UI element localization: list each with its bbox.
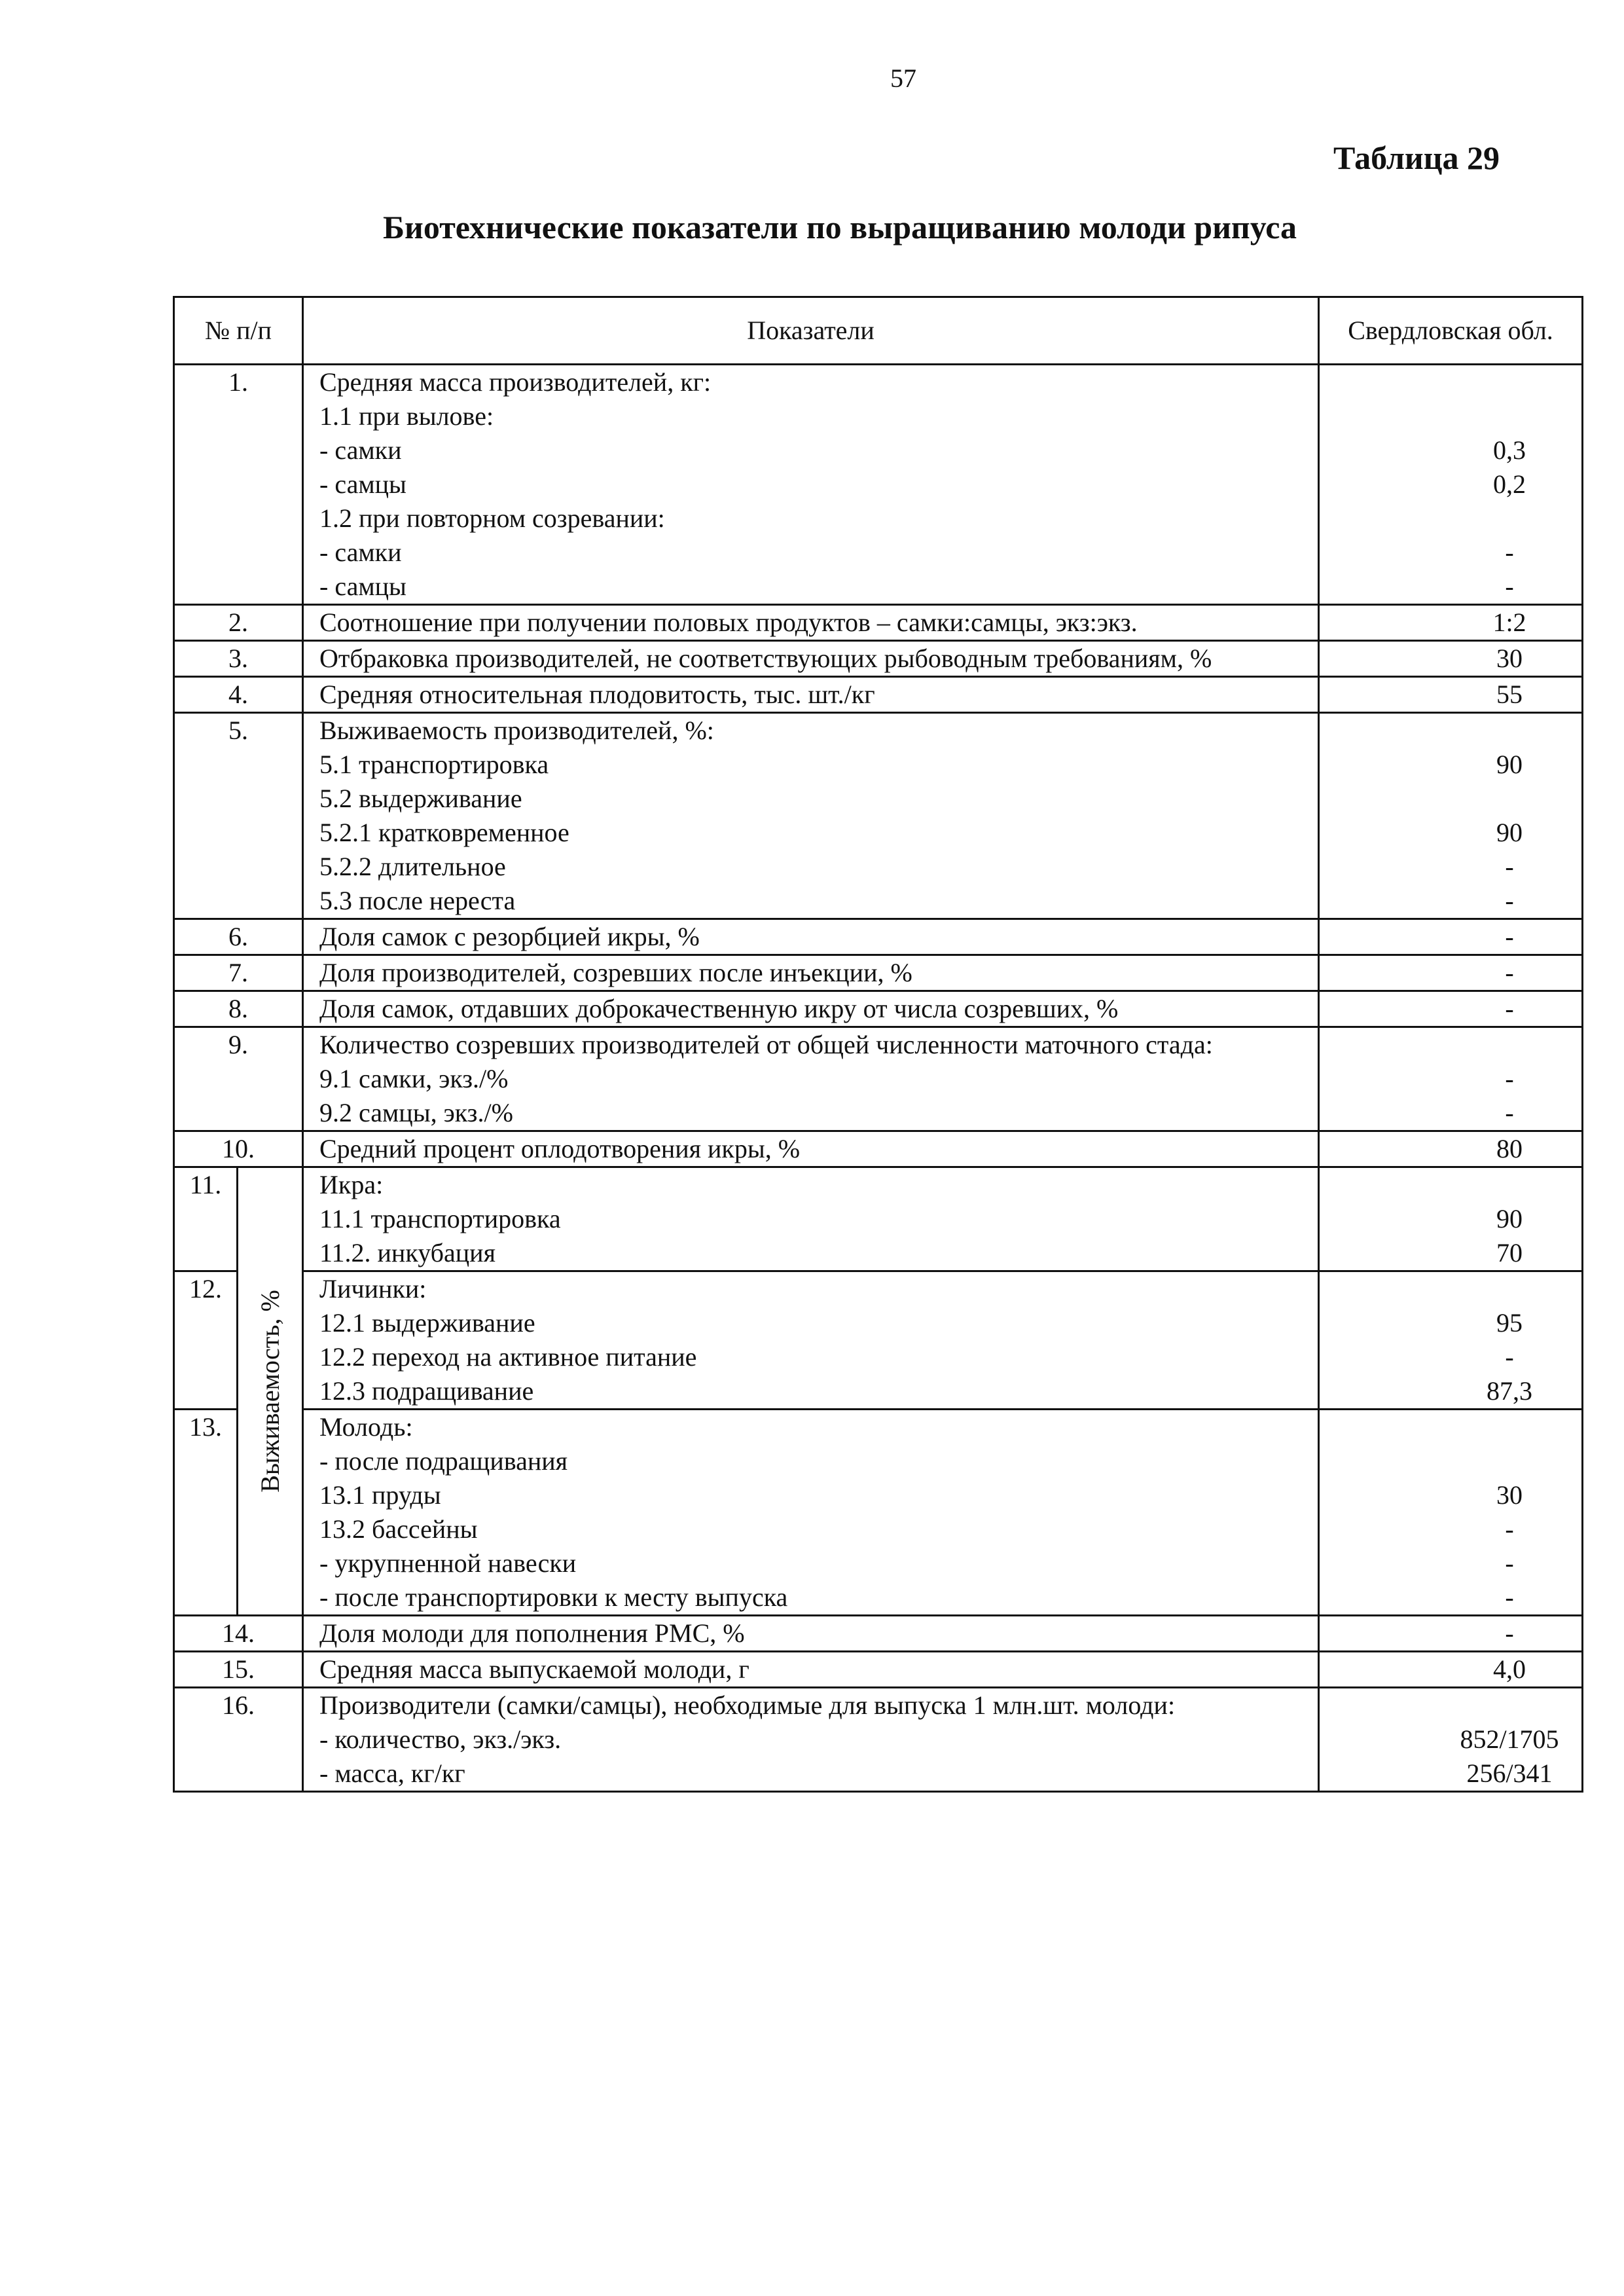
indicator-line: - количество, экз./экз. — [319, 1724, 562, 1754]
row-number: 11. — [174, 1167, 238, 1271]
survival-group-label: Выживаемость, % — [255, 1290, 285, 1493]
value-cell — [1319, 1616, 1583, 1652]
indicator-line: - самцы — [319, 469, 406, 499]
value-cell — [1319, 955, 1583, 991]
indicator-value: 90 — [1496, 750, 1523, 779]
indicator-line: 5.1 транспортировка — [319, 750, 549, 779]
table-row — [174, 1616, 1583, 1652]
indicator-line: Средний процент оплодотворения икры, % — [319, 1134, 801, 1163]
indicator-value — [1437, 1272, 1581, 1306]
table-row — [174, 955, 1583, 991]
indicator-line: Доля самок, отдавших доброкачественную икру от числа созревших, % — [319, 994, 1119, 1023]
row-number: 12. — [174, 1271, 238, 1410]
indicator-line: 9.1 самки, экз./% — [319, 1064, 509, 1093]
indicator-cell — [303, 605, 1319, 641]
indicator-line: 11.1 транспортировка — [319, 1204, 561, 1233]
indicator-cell — [303, 1652, 1319, 1688]
indicator-value: - — [1505, 1548, 1514, 1578]
header-indicator: Показатели — [303, 297, 1319, 365]
row-number: 9. — [174, 1027, 303, 1131]
indicator-line: 13.2 бассейны — [319, 1514, 478, 1544]
indicator-cell — [303, 365, 1319, 605]
indicator-value — [1437, 782, 1581, 816]
table-row — [174, 1410, 1583, 1616]
indicator-value: 256/341 — [1466, 1758, 1553, 1788]
indicator-value — [1437, 1410, 1581, 1444]
indicator-value: 70 — [1496, 1238, 1523, 1267]
value-cell — [1319, 605, 1583, 641]
indicator-line: Отбраковка производителей, не соответствующих рыбоводным требованиям, % — [319, 644, 1212, 673]
value-cell — [1319, 1131, 1583, 1167]
indicator-value: - — [1505, 1514, 1514, 1544]
table-row — [174, 919, 1583, 955]
indicator-line: Личинки: — [319, 1274, 427, 1303]
survival-group-label-cell — [238, 1167, 303, 1616]
indicator-value — [1437, 714, 1581, 748]
indicator-line: - самки — [319, 538, 402, 567]
indicator-value: 30 — [1496, 1480, 1523, 1510]
row-number: 8. — [174, 991, 303, 1027]
value-cell — [1319, 1271, 1583, 1410]
indicator-value: 95 — [1496, 1308, 1523, 1338]
value-cell — [1319, 1027, 1583, 1131]
indicator-value: 0,2 — [1493, 469, 1526, 499]
document-title: Биотехнические показатели по выращиванию молоди рипуса — [383, 209, 1297, 246]
table-row — [174, 365, 1583, 605]
indicator-line: Молодь: — [319, 1412, 413, 1442]
indicator-value — [1437, 365, 1581, 399]
value-cell — [1319, 677, 1583, 713]
indicator-value — [1437, 1444, 1581, 1478]
table-body — [174, 365, 1583, 1792]
indicator-value: 80 — [1496, 1134, 1523, 1163]
indicator-line: - масса, кг/кг — [319, 1758, 465, 1788]
indicator-value: 90 — [1496, 1204, 1523, 1233]
indicator-line: Выживаемость производителей, %: — [319, 716, 714, 745]
table-row — [174, 1652, 1583, 1688]
indicator-value: - — [1505, 1618, 1514, 1648]
indicator-value — [1437, 1028, 1581, 1062]
header-num: № п/п — [174, 297, 303, 365]
table-row — [174, 1167, 1583, 1271]
indicator-value: - — [1505, 1582, 1514, 1612]
indicator-line: Доля самок с резорбцией икры, % — [319, 922, 700, 951]
indicator-value: 30 — [1496, 644, 1523, 673]
value-cell — [1319, 1410, 1583, 1616]
indicator-line: Доля молоди для пополнения РМС, % — [319, 1618, 745, 1648]
row-number: 3. — [174, 641, 303, 677]
indicator-cell — [303, 955, 1319, 991]
row-number: 10. — [174, 1131, 303, 1167]
indicator-cell — [303, 919, 1319, 955]
indicator-line: - после подращивания — [319, 1446, 568, 1476]
indicator-value — [1437, 1168, 1581, 1202]
page-number: 57 — [890, 64, 916, 93]
row-number: 13. — [174, 1410, 238, 1616]
indicator-cell — [303, 1027, 1319, 1131]
indicator-line: 5.3 после нереста — [319, 886, 516, 915]
table-row — [174, 991, 1583, 1027]
indicator-cell — [303, 1410, 1319, 1616]
indicator-line: 9.2 самцы, экз./% — [319, 1098, 513, 1127]
indicator-cell — [303, 991, 1319, 1027]
indicator-value: - — [1505, 922, 1514, 951]
indicator-cell — [303, 713, 1319, 919]
indicator-value: 1:2 — [1492, 608, 1526, 637]
indicator-line: 1.1 при вылове: — [319, 401, 494, 431]
indicator-line: Средняя относительная плодовитость, тыс. шт./кг — [319, 680, 875, 709]
indicator-line: 12.1 выдерживание — [319, 1308, 535, 1338]
value-cell — [1319, 641, 1583, 677]
row-number: 7. — [174, 955, 303, 991]
value-cell — [1319, 919, 1583, 955]
row-number: 2. — [174, 605, 303, 641]
indicator-value: 0,3 — [1493, 435, 1526, 465]
indicator-value: - — [1505, 994, 1514, 1023]
indicator-cell — [303, 641, 1319, 677]
value-cell — [1319, 991, 1583, 1027]
indicator-line: - укрупненной навески — [319, 1548, 577, 1578]
row-number: 16. — [174, 1688, 303, 1792]
indicator-value: - — [1505, 572, 1514, 601]
table-row — [174, 1271, 1583, 1410]
table-row — [174, 677, 1583, 713]
indicator-value: 55 — [1496, 680, 1523, 709]
indicator-value: - — [1505, 852, 1514, 881]
indicator-value — [1437, 399, 1581, 433]
table-row — [174, 605, 1583, 641]
indicator-value: 90 — [1496, 818, 1523, 847]
indicator-value: 852/1705 — [1460, 1724, 1559, 1754]
indicator-value — [1437, 1688, 1581, 1722]
indicator-value — [1437, 501, 1581, 536]
indicator-cell — [303, 677, 1319, 713]
table-label: Таблица 29 — [1333, 139, 1500, 176]
indicator-line: Количество созревших производителей от общей численности маточного стада: — [319, 1030, 1213, 1059]
indicator-line: 1.2 при повторном созревании: — [319, 503, 665, 533]
indicator-cell — [303, 1131, 1319, 1167]
indicator-cell — [303, 1271, 1319, 1410]
indicator-line: Соотношение при получении половых продуктов – самки:самцы, экз:экз. — [319, 608, 1138, 637]
indicator-line: 11.2. инкубация — [319, 1238, 496, 1267]
indicator-value: - — [1505, 1342, 1514, 1372]
table-row — [174, 713, 1583, 919]
indicator-cell — [303, 1616, 1319, 1652]
table-row — [174, 1131, 1583, 1167]
indicator-cell — [303, 1688, 1319, 1792]
value-cell — [1319, 1688, 1583, 1792]
indicator-line: Производители (самки/самцы), необходимые для выпуска 1 млн.шт. молоди: — [319, 1690, 1176, 1720]
indicator-line: Средняя масса выпускаемой молоди, г — [319, 1654, 749, 1684]
table-row — [174, 1027, 1583, 1131]
row-number: 1. — [174, 365, 303, 605]
table-row — [174, 641, 1583, 677]
indicator-line: - после транспортировки к месту выпуска — [319, 1582, 788, 1612]
row-number: 14. — [174, 1616, 303, 1652]
indicator-line: 5.2 выдерживание — [319, 784, 522, 813]
indicator-value: 4,0 — [1493, 1654, 1526, 1684]
indicator-line: Доля производителей, созревших после инъекции, % — [319, 958, 912, 987]
indicator-value: - — [1505, 538, 1514, 567]
row-number: 6. — [174, 919, 303, 955]
indicator-line: 13.1 пруды — [319, 1480, 441, 1510]
indicator-value: 87,3 — [1487, 1376, 1532, 1406]
indicator-line: 5.2.1 кратковременное — [319, 818, 569, 847]
indicator-value: - — [1505, 1098, 1514, 1127]
value-cell — [1319, 365, 1583, 605]
indicator-line: Средняя масса производителей, кг: — [319, 367, 712, 397]
row-number: 5. — [174, 713, 303, 919]
indicator-line: Икра: — [319, 1170, 384, 1199]
value-cell — [1319, 1652, 1583, 1688]
indicator-value: - — [1505, 958, 1514, 987]
value-cell — [1319, 1167, 1583, 1271]
indicator-value: - — [1505, 886, 1514, 915]
indicator-line: 12.3 подращивание — [319, 1376, 534, 1406]
table-row — [174, 1688, 1583, 1792]
indicator-line: - самцы — [319, 572, 406, 601]
table-header-row — [174, 297, 1583, 365]
header-region: Свердловская обл. — [1319, 297, 1583, 365]
indicator-line: 5.2.2 длительное — [319, 852, 506, 881]
row-number: 4. — [174, 677, 303, 713]
row-number: 15. — [174, 1652, 303, 1688]
value-cell — [1319, 713, 1583, 919]
indicator-value: - — [1505, 1064, 1514, 1093]
indicator-line: 12.2 переход на активное питание — [319, 1342, 697, 1372]
biotech-indicators-table — [173, 296, 1583, 1793]
indicator-cell — [303, 1167, 1319, 1271]
indicator-line: - самки — [319, 435, 402, 465]
